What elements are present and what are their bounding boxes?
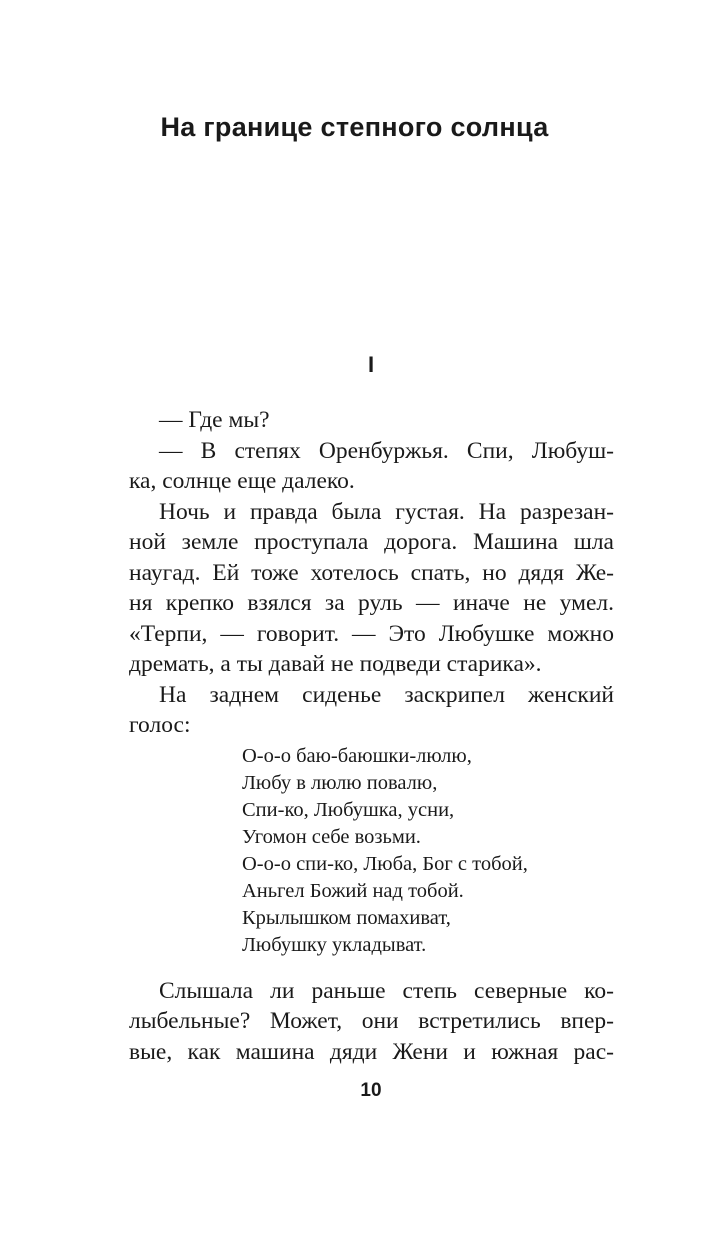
verse-line: О-о-о спи-ко, Люба, Бог с тобой, xyxy=(242,852,528,875)
dialogue-line: ка, солнце еще далеко. xyxy=(129,468,355,494)
verse-line: О-о-о баю-баюшки-люлю, xyxy=(242,744,472,767)
text-line: Ночь и правда была густая. На разрезан- xyxy=(159,498,614,525)
verse-line: Спи-ко, Любушка, усни, xyxy=(242,798,455,821)
text-line: Слышала ли раньше степь северные ко- xyxy=(159,977,614,1004)
verse-line: Угомон себе возьми. xyxy=(242,825,421,848)
paragraph xyxy=(129,976,614,1068)
text-line: вые, как машина дяди Жени и южная рас- xyxy=(129,1038,614,1065)
text-line: наугад. Ей тоже хотелось спать, но дядя Же- xyxy=(129,559,614,586)
text-line: дремать, а ты давай не подведи старика». xyxy=(129,651,542,677)
dialogue-line: — Где мы? xyxy=(159,407,270,433)
verse-line: Крылышком помахиват, xyxy=(242,906,451,929)
dialogue-line: — В степях Оренбуржья. Спи, Любуш- xyxy=(159,437,614,464)
text-line: лыбельные? Может, они встретились впер- xyxy=(129,1008,614,1034)
section-number: I xyxy=(367,352,375,377)
text-line: ной земле проступала дорога. Машина шла xyxy=(129,529,614,555)
lullaby-verse xyxy=(129,743,614,959)
verse-line: Любушку укладыват. xyxy=(242,933,427,956)
text-line: «Терпи, — говорит. — Это Любушке можно xyxy=(129,620,614,647)
paragraph xyxy=(129,497,614,680)
text-line: ня крепко взялся за руль — иначе не умел. xyxy=(129,590,614,616)
text-line: На заднем сиденье заскрипел женский xyxy=(159,681,614,708)
body-text xyxy=(129,405,614,1067)
page-number: 10 xyxy=(360,1080,382,1101)
verse-line: Аньгел Божий над тобой. xyxy=(242,879,464,902)
chapter-title: На границе степного солнца xyxy=(160,112,549,142)
verse-line: Любу в люлю повалю, xyxy=(242,771,438,794)
paragraph xyxy=(129,680,614,741)
text-line: голос: xyxy=(129,712,191,738)
dialogue xyxy=(129,405,614,497)
